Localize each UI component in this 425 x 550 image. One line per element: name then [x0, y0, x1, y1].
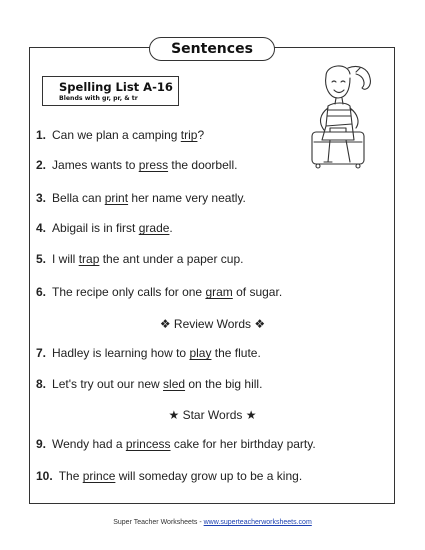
- spelling-word: trip: [180, 128, 198, 142]
- sentence-2: 2. James wants to press the doorbell.: [36, 158, 238, 172]
- sentence-4: 4. Abigail is in first grade.: [36, 221, 173, 235]
- spelling-word: print: [104, 191, 129, 205]
- sentence-8: 8. Let's try out our new sled on the big hill.: [36, 377, 263, 391]
- worksheet-title: Sentences: [149, 37, 275, 61]
- girl-with-suitcase-icon: [304, 58, 384, 173]
- footer-text: Super Teacher Worksheets -: [113, 519, 204, 526]
- spelling-word: gram: [205, 285, 233, 299]
- spelling-word: play: [189, 346, 212, 360]
- spelling-word: press: [138, 158, 169, 172]
- spelling-word: sled: [163, 377, 186, 391]
- sentence-1: 1. Can we plan a camping trip?: [36, 128, 205, 142]
- star-words-heading: ★ Star Words ★: [168, 408, 257, 422]
- spelling-list-subtitle: Blends with gr, pr, & tr: [59, 95, 138, 102]
- spelling-word: grade: [138, 221, 170, 235]
- spelling-word: trap: [78, 252, 100, 266]
- spelling-word: prince: [82, 469, 116, 483]
- sentence-7: 7. Hadley is learning how to play the flute.: [36, 346, 261, 360]
- footer-link[interactable]: www.superteacherworksheets.com: [203, 519, 312, 526]
- spelling-list-box: [42, 76, 179, 106]
- sentence-6: 6. The recipe only calls for one gram of sugar.: [36, 285, 283, 299]
- spelling-word: princess: [125, 437, 171, 451]
- sentence-3: 3. Bella can print her name very neatly.: [36, 191, 246, 205]
- footer: [0, 519, 425, 526]
- sentence-5: 5. I will trap the ant under a paper cup.: [36, 252, 244, 266]
- spelling-list-title: Spelling List A-16: [59, 80, 173, 94]
- review-words-heading: ❖ Review Words ❖: [159, 317, 266, 331]
- sentence-10: 10. The prince will someday grow up to be a king.: [36, 469, 303, 483]
- sentence-9: 9. Wendy had a princess cake for her birthday party.: [36, 437, 316, 451]
